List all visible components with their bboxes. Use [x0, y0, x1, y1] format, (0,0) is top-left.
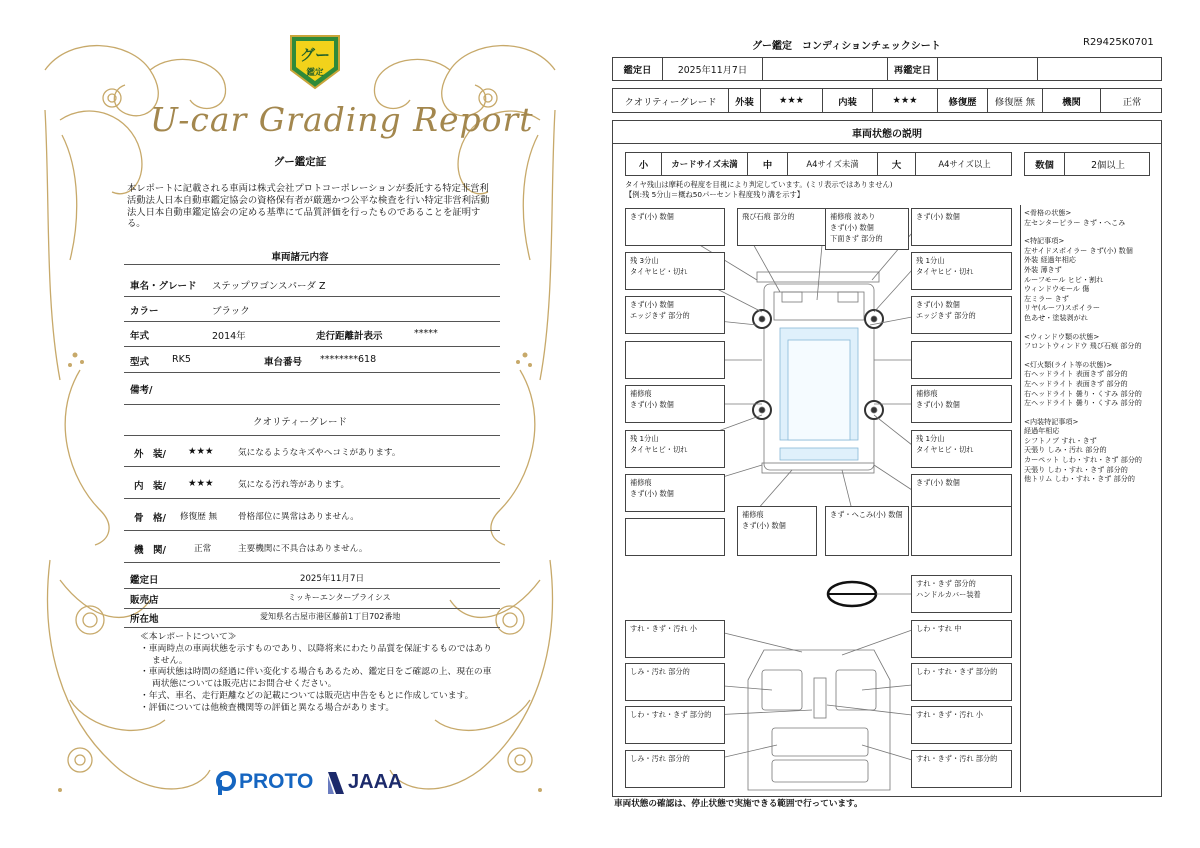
date-value: 2025年11月7日: [300, 574, 365, 584]
sheet-footer: 車両状態の確認は、停止状態で実施できる範囲で行っています。: [614, 799, 863, 809]
special-note-line: [1024, 351, 1156, 360]
exterior-condition-box: きず(小) 数個 エッジきず 部分的: [911, 296, 1012, 334]
exterior-condition-box: 飛び石痕 部分的: [737, 208, 829, 246]
sheet-int-label: 内装: [823, 89, 873, 112]
quality-row-interior: [124, 478, 500, 499]
special-note-line: <内装特記事項>: [1024, 416, 1079, 426]
interior-text: 気になる汚れ等があります。: [238, 480, 350, 490]
badge-text: 鑑定: [306, 68, 324, 78]
exterior-condition-box: きず(小) 数個: [911, 208, 1012, 246]
special-note-line: <ウィンドウ類の状態>: [1024, 331, 1100, 341]
sheet-title: グー鑑定 コンディションチェックシート: [752, 41, 941, 52]
engine-value: 正常: [194, 544, 212, 554]
spec-row-color: [124, 303, 500, 322]
special-note-line: [1024, 227, 1156, 236]
special-note-line: <骨格の状態>: [1024, 208, 1072, 217]
mileage-value: *****: [414, 328, 438, 339]
exterior-text: 気になるようなキズやヘコミがあります。: [238, 448, 401, 458]
special-note-line: 左ミラー きず: [1024, 293, 1069, 303]
sheet-engine-value: 正常: [1122, 96, 1142, 108]
exterior-condition-box: 残 1分山 タイヤヒビ・切れ: [911, 252, 1012, 290]
sheet-repair-label: 修復歴: [938, 89, 988, 112]
special-note-line: リヤ(ルーフ)スポイラー: [1024, 303, 1100, 313]
exterior-condition-box: [911, 506, 1012, 556]
exterior-condition-box: 残 1分山 タイヤヒビ・切れ: [625, 430, 725, 468]
spec-row-remarks: [124, 382, 500, 405]
sheet-ext-label: 外装: [729, 89, 761, 112]
quality-row-frame: [124, 510, 500, 531]
info-row-date: [124, 572, 500, 589]
interior-condition-box: すれ・きず 部分的 ハンドルカバー装着: [911, 575, 1012, 613]
quality-table: [612, 88, 1162, 113]
chassis-value: ********618: [320, 354, 377, 365]
special-note-line: カーペット しわ・すれ・きず 部分的: [1024, 455, 1143, 465]
script-title: U-car Grading Report: [150, 100, 534, 139]
name-label: 車名・グレード: [130, 281, 197, 292]
special-note-line: 左センターピラー きず・へこみ: [1024, 217, 1126, 227]
section-title: 車両状態の説明: [612, 120, 1162, 144]
special-note-line: 左ヘッドライト 曇り・くすみ 部分的: [1024, 398, 1142, 408]
size-large: 大: [878, 153, 916, 175]
spec-row-name: [124, 278, 500, 297]
shop-label: 販売店: [130, 595, 159, 606]
special-note-line: シフトノブ すれ・きず: [1024, 435, 1097, 445]
certificate-intro: 本レポートに記載される車両は株式会社プロトコーポレーションが委託する特定非営利活動法人日本自動車鑑定協会の資格保有者が厳選かつ公平な検査を行い特定非営利活動法人日本自動車鑑定協会の定める基準にて品質評価を行ったものであることを証明する。: [127, 183, 490, 230]
remarks-label: 備考/: [130, 385, 153, 396]
interior-stars: ★★★: [188, 478, 214, 489]
proto-logo-text: PROTO: [239, 770, 314, 793]
special-notes: [1024, 208, 1156, 484]
goo-appraisal-badge-icon: [287, 30, 343, 92]
info-row-shop: [124, 592, 500, 609]
address-label: 所在地: [130, 614, 159, 625]
color-label: カラー: [130, 306, 159, 317]
special-note-line: 天張り しわ・すれ・きず 部分的: [1024, 464, 1128, 474]
special-note-line: 経過年相応: [1024, 426, 1060, 436]
special-note-line: <灯火類(ライト等の状態)>: [1024, 359, 1113, 369]
size-small-desc: カードサイズ未満: [662, 153, 748, 175]
report-notes: [140, 632, 500, 715]
spec-row-model: [124, 354, 500, 373]
interior-condition-box: すれ・きず・汚れ 小: [911, 706, 1012, 744]
exterior-condition-box: [911, 341, 1012, 379]
special-note-line: フロントウィンドウ 飛び石痕 部分的: [1024, 341, 1142, 351]
address-value: 愛知県名古屋市港区藤前1丁目702番地: [260, 612, 401, 621]
interior-condition-box: しみ・汚れ 部分的: [625, 750, 725, 788]
name-value: ステップワゴンスパーダ Z: [212, 281, 326, 292]
quality-row-exterior: [124, 446, 500, 467]
engine-label: 機 関/: [134, 545, 166, 556]
date-table: [612, 57, 1162, 81]
chassis-label: 車台番号: [264, 357, 303, 368]
exterior-condition-box: 補修痕 きず(小) 数個: [625, 385, 725, 423]
special-note-line: 天張り しみ・汚れ 部分的: [1024, 445, 1107, 455]
special-note-line: [1024, 408, 1156, 417]
exterior-condition-box: 補修痕 波あり きず(小) 数個 下面きず 部分的: [825, 208, 909, 250]
exterior-condition-box: 残 3分山 タイヤヒビ・切れ: [625, 252, 725, 290]
sheet-date-value: 2025年11月7日: [663, 58, 763, 80]
model-label: 型式: [130, 357, 150, 368]
interior-condition-box: すれ・きず・汚れ 部分的: [911, 750, 1012, 788]
special-note-line: 外装 経過年相応: [1024, 255, 1076, 265]
color-value: ブラック: [212, 306, 250, 317]
exterior-condition-box: きず(小) 数個 エッジきず 部分的: [625, 296, 725, 334]
interior-condition-box: しわ・すれ・きず 部分的: [911, 663, 1012, 701]
specs-heading: 車両諸元内容: [271, 252, 329, 263]
special-note-line: 左サイドスポイラー きず(小) 数個: [1024, 245, 1133, 255]
note-item: ・年式、車名、走行距離などの記載については販売店申告をもとに作成しています。: [140, 690, 474, 701]
special-note-line: ルーフモール ヒビ・割れ: [1024, 274, 1104, 284]
sheet-engine-label: 機関: [1043, 89, 1101, 112]
model-value: RK5: [172, 354, 191, 365]
jaaa-mark-icon: [326, 770, 346, 796]
special-note-line: 他トリム しわ・すれ・きず 部分的: [1024, 474, 1135, 484]
exterior-stars: ★★★: [188, 446, 214, 457]
sheet-int-value: ★★★: [873, 89, 938, 112]
special-note-line: 外装 薄きず: [1024, 264, 1062, 274]
sheet-quality-label: クオリティーグレード: [613, 89, 729, 112]
size-mid-desc: A4サイズ未満: [788, 153, 878, 175]
interior-condition-box: しみ・汚れ 部分的: [625, 663, 725, 701]
shop-value: ミッキーエンタープライシス: [288, 593, 391, 602]
special-note-line: 左ヘッドライト 表面きず 部分的: [1024, 378, 1128, 388]
notes-heading: ≪本レポートについて≫: [140, 632, 237, 642]
size-large-desc: A4サイズ以上: [938, 159, 991, 169]
exterior-condition-box: [625, 341, 725, 379]
tire-note-1: タイヤ残山は摩耗の程度を目視により判定しています。(ミリ表示ではありません): [625, 180, 893, 189]
special-note-line: [1024, 323, 1156, 332]
count-desc: 2個以上: [1091, 160, 1125, 171]
special-note-line: 右ヘッドライト 表面きず 部分的: [1024, 369, 1128, 379]
interior-condition-box: しわ・すれ 中: [911, 620, 1012, 658]
info-row-address: [124, 611, 500, 628]
jaaa-logo-text: JAAA: [348, 771, 403, 793]
sheet-repair-value: 修復歴 無: [988, 89, 1043, 112]
year-label: 年式: [130, 331, 150, 342]
interior-condition-box: しわ・すれ・きず 部分的: [625, 706, 725, 744]
special-note-line: ウィンドウモール 傷: [1024, 284, 1090, 294]
proto-mark-icon: [215, 770, 239, 796]
exterior-label: 外 装/: [134, 449, 166, 460]
interior-label: 内 装/: [134, 481, 166, 492]
svg-text:グー: グー: [299, 46, 331, 64]
note-item: ・評価については他検査機関等の評価と異なる場合があります。: [140, 702, 395, 713]
exterior-condition-box: 残 1分山 タイヤヒビ・切れ: [911, 430, 1012, 468]
spec-row-year: [124, 328, 500, 347]
date-label: 鑑定日: [130, 575, 159, 586]
interior-condition-box: すれ・きず・汚れ 小: [625, 620, 725, 658]
note-item: ・車両時点の車両状態を示すものであり、以降将来にわたり品質を保証するものではありません。: [140, 643, 492, 666]
size-small: 小: [626, 153, 662, 175]
size-mid: 中: [748, 153, 788, 175]
quality-heading: クオリティーグレード: [252, 417, 348, 428]
mileage-label: 走行距離計表示: [316, 331, 383, 342]
count-legend: [1024, 152, 1150, 176]
size-legend: [625, 152, 1012, 176]
tire-note-2: 【例:残 5分山＝概ね50パーセント程度残り溝を示す】: [625, 190, 805, 199]
year-value: 2014年: [212, 331, 246, 342]
certificate-heading: グー鑑定証: [273, 156, 327, 168]
engine-text: 主要機関に不具合はありません。: [238, 544, 368, 554]
frame-label: 骨 格/: [134, 513, 166, 524]
frame-text: 骨格部位に異常はありません。: [238, 512, 359, 522]
redate-label: 再鑑定日: [888, 58, 938, 80]
exterior-condition-box: 補修痕 きず(小) 数個: [737, 506, 817, 556]
sheet-date-label: 鑑定日: [613, 58, 663, 80]
count-label: 数個: [1025, 153, 1065, 175]
exterior-condition-box: 補修痕 きず(小) 数個: [625, 474, 725, 512]
special-note-line: 色あせ・塗装剥がれ: [1024, 312, 1088, 322]
sheet-code: R29425K0701: [1083, 37, 1154, 48]
special-note-line: 右ヘッドライト 曇り・くすみ 部分的: [1024, 388, 1142, 398]
exterior-condition-box: [625, 518, 725, 556]
note-item: ・車両状態は時間の経過に伴い変化する場合もあるため、鑑定日をご確認の上、現在の車両状態については販売店にお問合せください。: [140, 667, 492, 690]
quality-row-engine: [124, 542, 500, 563]
exterior-condition-box: きず・へこみ(小) 数個: [825, 506, 909, 556]
exterior-condition-box: きず(小) 数個: [625, 208, 725, 246]
exterior-condition-box: きず(小) 数個: [911, 474, 1012, 512]
sheet-ext-value: ★★★: [761, 89, 823, 112]
special-note-line: <特記事項>: [1024, 236, 1065, 246]
frame-value: 修復歴 無: [180, 512, 218, 522]
exterior-condition-box: 補修痕 きず(小) 数個: [911, 385, 1012, 423]
